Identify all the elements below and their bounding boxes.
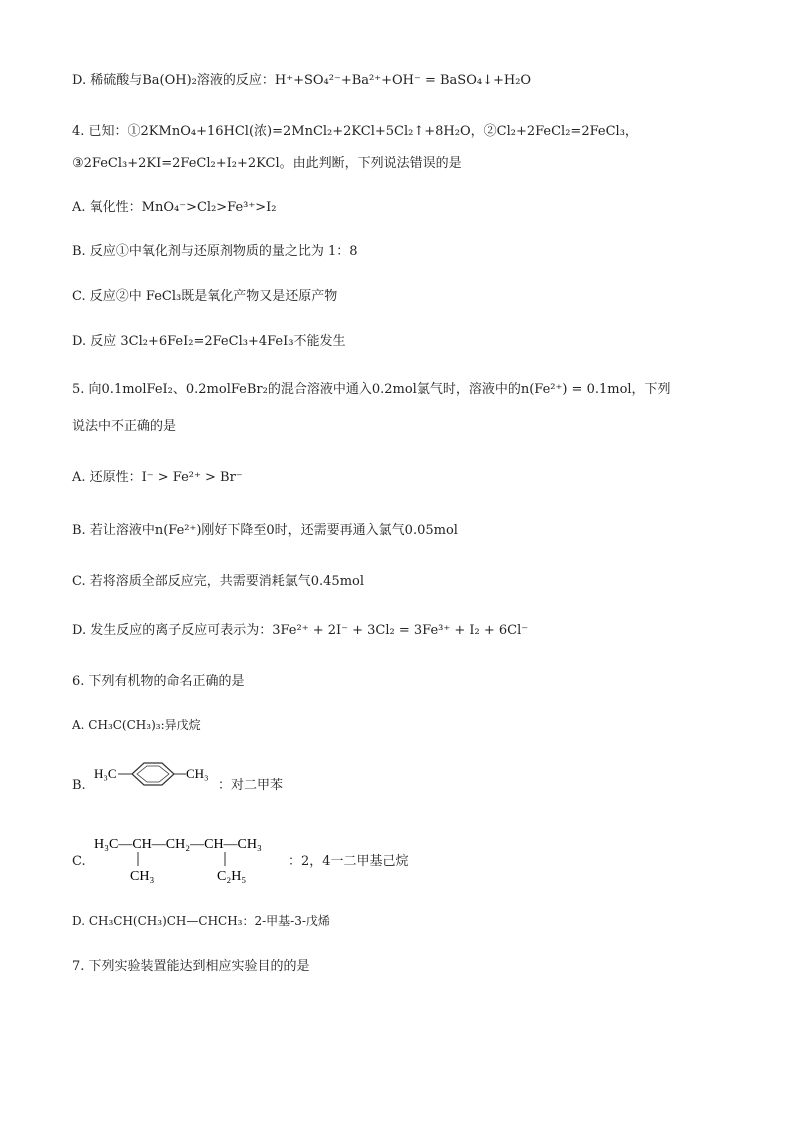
alkane-ethyl-branch: C₂H₅: [217, 869, 247, 884]
q5-option-c: C. 若将溶质全部反应完，共需要消耗氯气0.45mol: [72, 574, 365, 589]
q7-stem: 7. 下列实验装置能达到相应实验目的的是: [72, 959, 310, 974]
q6-option-a: A. CH₃C(CH₃)₃:异戊烷: [72, 718, 201, 732]
q5-option-a: A. 还原性：I⁻ > Fe²⁺ > Br⁻: [72, 470, 243, 485]
q4-option-d: D. 反应 3Cl₂+6FeI₂=2FeCl₃+4FeI₃不能发生: [72, 334, 346, 349]
q6-option-c-prefix: C.: [72, 854, 86, 869]
q5-option-d: D. 发生反应的离子反应可表示为：3Fe²⁺ + 2I⁻ + 3Cl₂ = 3Fe³⁺ + I₂ + 6Cl⁻: [72, 623, 529, 638]
q6-option-d: D. CH₃CH(CH₃)CH—CHCH₃：2-甲基-3-戊烯: [72, 914, 330, 928]
q6-option-c-name: ：2，4一二甲基己烷: [288, 854, 409, 869]
q3-option-d: D. 稀硫酸与Ba(OH)₂溶液的反应：H⁺+SO₄²⁻+Ba²⁺+OH⁻ = BaSO₄↓+H₂O: [72, 73, 532, 88]
alkane-structure: [92, 832, 287, 887]
p-xylene-structure: [92, 758, 217, 810]
q6-option-b-prefix: B.: [72, 778, 86, 793]
q6-stem: 6. 下列有机物的命名正确的是: [72, 674, 245, 689]
q4-option-a: A. 氧化性：MnO₄⁻>Cl₂>Fe³⁺>I₂: [72, 200, 277, 215]
q4-option-c: C. 反应②中 FeCl₃既是氧化产物又是还原产物: [72, 289, 338, 304]
q5-option-b: B. 若让溶液中n(Fe²⁺)刚好下降至0时，还需要再通入氯气0.05mol: [72, 523, 458, 538]
alkane-methyl-branch: CH₃: [130, 869, 155, 884]
q5-stem-line2: 说法中不正确的是: [72, 419, 177, 434]
q5-stem-line1: 5. 向0.1molFeI₂、0.2molFeBr₂的混合溶液中通入0.2mol氯气时，溶液中的n(Fe²⁺) = 0.1mol，下列: [72, 382, 671, 397]
q4-stem-line2: ③2FeCl₃+2KI=2FeCl₂+I₂+2KCl。由此判断，下列说法错误的是: [72, 156, 462, 171]
q6-option-b-name: ：对二甲苯: [218, 778, 284, 793]
p-xylene-left-group: H₃C: [94, 766, 117, 781]
q4-stem-line1: 4. 已知：①2KMnO₄+16HCl(浓)=2MnCl₂+2KCl+5Cl₂↑+8H₂O，②Cl₂+2FeCl₂=2FeCl₃，: [72, 124, 638, 139]
alkane-main-chain: H₃C—CH—CH₂—CH—CH₃: [94, 837, 262, 852]
p-xylene-right-group: CH₃: [186, 766, 209, 781]
q4-option-b: B. 反应①中氧化剂与还原剂物质的量之比为 1：8: [72, 244, 358, 259]
